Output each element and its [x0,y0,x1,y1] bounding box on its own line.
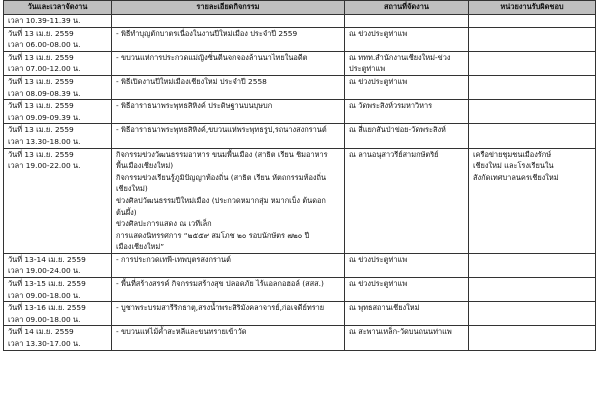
activity-line: เมืองเชียงใหม่” [116,242,165,252]
table-row [4,15,596,28]
date-time-cell [4,278,112,302]
table-row [4,100,596,124]
activity-line: การแสดงนิทรรศการ “๒๕๕๙ สมโภช ๒๐ รอบนักษัตร ๗๒๐ ปี [116,230,310,240]
activity-line: - บูชาพระบรมสารีริกธาตุ,สรงน้ำพระสิริมังคลาจารย์,ก่อเจดีย์ทราย [116,303,325,313]
agency-cell [469,51,596,75]
agency-cell [469,124,596,148]
date-text: วันที่ 13 เม.ย. 2559 [8,125,74,135]
activity-line: กิจกรรมข่วงวัฒนธรรมอาหาร ขนมพื้นเมือง (สาธิต เรียน ชิมอาหาร [116,149,328,159]
activity-line: ข่วงศิลปวัฒนธรรมปีใหม่เมือง (ประกวดหมากสุ่ม หมากเบ็ง ต้นดอก [116,195,326,205]
table-row [4,124,596,148]
date-time-cell [4,148,112,253]
activity-line: - พิธีอาราธนาพระพุทธสิหิงค์ ประดิษฐานบนบุษบก [116,101,273,111]
agency-line: สังกัดเทศบาลนครเชียงใหม่ [473,172,559,182]
schedule-table [3,0,596,351]
table-row [4,326,596,350]
activity-cell [112,124,345,148]
agency-cell [469,27,596,51]
date-text: วันที่ 13-15 เม.ย. 2559 [8,279,86,289]
time-cell [4,15,112,28]
table-row [4,51,596,75]
date-text: วันที่ 13-14 เม.ย. 2559 [8,254,86,264]
venue-line: ประตูท่าแพ [349,64,386,74]
agency-cell [469,302,596,326]
venue-cell [345,278,469,302]
agency-line: เครือข่ายชุมชนเมืองรักษ์ [473,149,552,159]
activity-line: - การประกวดเทพี-เทพบุตรสงกรานต์ [116,254,231,264]
date-text: วันที่ 13-16 เม.ย. 2559 [8,303,86,313]
agency-line: เชียงใหม่ และโรงเรียนใน [473,161,554,171]
venue-line: ณ ลานอนุสาวรีย์สามกษัตริย์ [349,149,439,159]
date-time-cell [4,326,112,350]
date-time-cell [4,302,112,326]
venue-line: ณ ข่วงประตูท่าแพ [349,254,408,264]
date-text: วันที่ 13 เม.ย. 2559 [8,52,74,62]
venue-cell [345,148,469,253]
date-time-cell [4,124,112,148]
time-text: เวลา 13.30-18.00 น. [8,136,81,146]
table-row [4,278,596,302]
activity-cell [112,326,345,350]
table-row [4,75,596,99]
date-text: วันที่ 13 เม.ย. 2559 [8,28,74,38]
time-text: เวลา 19.00-24.00 น. [8,266,81,276]
venue-line: ณ ข่วงประตูท่าแพ [349,76,408,86]
header-date-time: วันและเวลาจัดงาน [4,1,112,15]
venue-line: ณ สะพานเหล็ก-วัดบนถนนท่าแพ [349,327,452,337]
activity-line: ข่วงศิลปะการแสดง ณ เวทีเล็ก [116,219,212,229]
venue-line: ณ ททท.สำนักงานเชียงใหม่-ข่วง [349,52,451,62]
time-text: เวลา 13.30-17.00 น. [8,339,81,349]
activity-cell [112,278,345,302]
activity-cell [112,100,345,124]
agency-cell [469,326,596,350]
schedule-body [4,15,596,351]
date-time-cell [4,27,112,51]
header-agency: หน่วยงานรับผิดชอบ [469,1,596,15]
date-text: วันที่ 13 เม.ย. 2559 [8,101,74,111]
activity-line: - พิธีเปิดงานปีใหม่เมืองเชียงใหม่ ประจำปี 2558 [116,76,267,86]
time-text: เวลา 09.09-09.39 น. [8,112,81,122]
activity-line: - ขบวนแห่ไม้ค้ำสะหลีและขนทรายเข้าวัด [116,327,247,337]
activity-line: - พื้นที่สร้างสรรค์ กิจกรรมสร้างสุข ปลอดภัย ไร้แอลกอฮอล์ (สสส.) [116,279,324,289]
venue-cell [345,15,469,28]
agency-cell [469,278,596,302]
agency-cell [469,100,596,124]
venue-cell [345,124,469,148]
time-text: เวลา 09.00-18.00 น. [8,290,81,300]
activity-cell [112,51,345,75]
venue-cell [345,27,469,51]
venue-line: ณ ข่วงประตูท่าแพ [349,279,408,289]
activity-line: พื้นเมืองเชียงใหม่) [116,161,174,171]
activity-cell [112,302,345,326]
activity-cell [112,15,345,28]
agency-cell [469,253,596,277]
date-time-cell [4,51,112,75]
agency-cell [469,148,596,253]
time-text: เวลา 19.00-22.00 น. [8,161,81,171]
time-text: เวลา 09.00-18.00 น. [8,314,81,324]
venue-line: ณ วัดพระสิงห์วรมหาวิหาร [349,101,433,111]
activity-cell [112,148,345,253]
activity-cell [112,75,345,99]
time-text: เวลา 10.39-11.39 น. [8,16,81,25]
table-row [4,302,596,326]
date-time-cell [4,100,112,124]
date-text: วันที่ 14 เม.ย. 2559 [8,327,74,337]
activity-line: เชียงใหม่) [116,184,148,194]
time-text: เวลา 08.09-08.39 น. [8,88,81,98]
venue-line: ณ ข่วงประตูท่าแพ [349,28,408,38]
date-time-cell [4,253,112,277]
venue-cell [345,100,469,124]
time-text: เวลา 07.00-12.00 น. [8,64,81,74]
venue-cell [345,326,469,350]
venue-line: ณ พุทธสถานเชียงใหม่ [349,303,420,313]
venue-line: ณ สี่แยกสันป่าข่อย-วัดพระสิงห์ [349,125,446,135]
venue-cell [345,302,469,326]
table-row [4,27,596,51]
activity-cell [112,253,345,277]
date-text: วันที่ 13 เม.ย. 2559 [8,149,74,159]
header-venue: สถานที่จัดงาน [345,1,469,15]
venue-cell [345,51,469,75]
activity-line: - ขบวนแห่การประกวดแม่ญิงซิ่นตีนจกจองล้านนาไทยในอดีต [116,52,308,62]
venue-cell [345,75,469,99]
agency-cell [469,15,596,28]
date-time-cell [4,75,112,99]
table-row [4,148,596,253]
header-row [4,1,596,15]
venue-cell [345,253,469,277]
activity-cell [112,27,345,51]
activity-line: - พิธีอาราธนาพระพุทธสิหิงค์,ขบวนแห่พระพุทธรูป,รถนางสงกรานต์ [116,125,327,135]
activity-line: กิจกรรมข่วงเรียนรู้ภูมิปัญญาท้องถิ่น (สาธิต เรียน หัตถกรรมท้องถิ่น [116,172,327,182]
time-text: เวลา 06.00-08.00 น. [8,40,81,50]
header-activity: รายละเอียดกิจกรรม [112,1,345,15]
activity-line: - พิธีทำบุญตักบาตรเนื่องในงานปีใหม่เมือง ประจำปี 2559 [116,28,298,38]
activity-line: ต้นผึ้ง) [116,207,137,217]
agency-cell [469,75,596,99]
table-row [4,253,596,277]
date-text: วันที่ 13 เม.ย. 2559 [8,76,74,86]
